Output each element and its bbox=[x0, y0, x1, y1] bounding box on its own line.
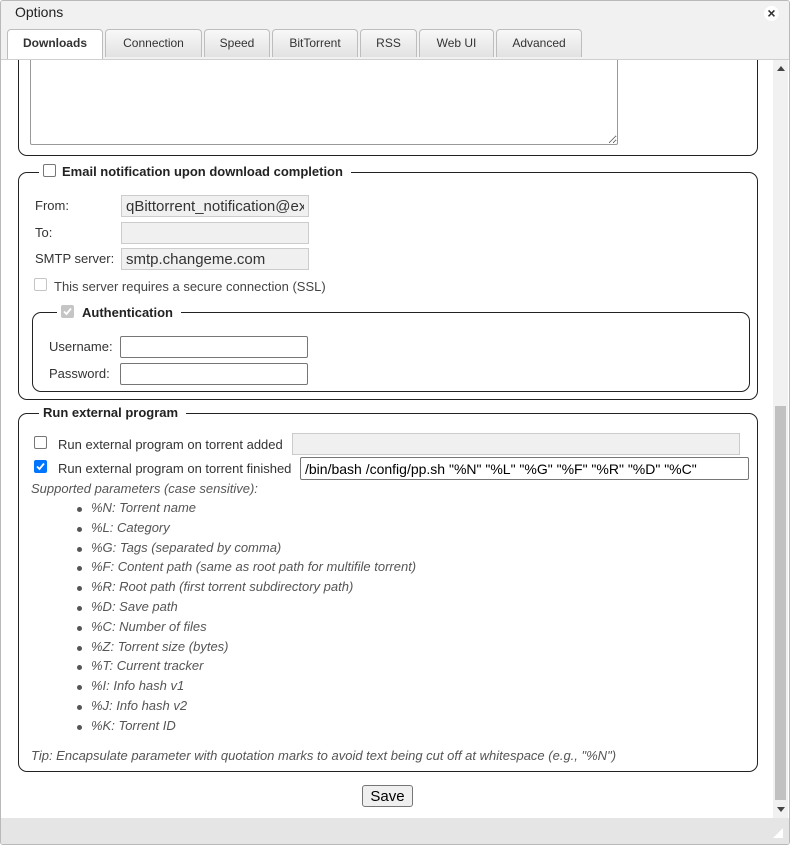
tip-text: Tip: Encapsulate parameter with quotation marks to avoid text being cut off at whitespace (e.g., "%N") bbox=[31, 748, 617, 763]
tab-bittorrent[interactable]: BitTorrent bbox=[272, 29, 358, 57]
scroll-thumb[interactable] bbox=[775, 406, 786, 800]
tab-webui[interactable]: Web UI bbox=[419, 29, 494, 57]
list-item: %R: Root path (first torrent subdirectory path) bbox=[74, 579, 416, 599]
email-enable-checkbox[interactable] bbox=[43, 164, 56, 177]
scroll-down-icon[interactable] bbox=[777, 807, 785, 812]
scroll-content bbox=[1, 60, 773, 818]
username-label: Username: bbox=[49, 339, 113, 354]
tab-rss[interactable]: RSS bbox=[360, 29, 417, 57]
run-on-finished-field[interactable] bbox=[300, 457, 749, 480]
save-button[interactable]: Save bbox=[362, 785, 413, 807]
close-icon[interactable]: × bbox=[764, 6, 779, 21]
list-item: %Z: Torrent size (bytes) bbox=[74, 639, 416, 659]
list-item: %C: Number of files bbox=[74, 619, 416, 639]
list-item: %D: Save path bbox=[74, 599, 416, 619]
list-item: %L: Category bbox=[74, 520, 416, 540]
text-area[interactable] bbox=[30, 60, 618, 145]
from-label: From: bbox=[35, 198, 69, 213]
to-field[interactable] bbox=[121, 222, 309, 244]
email-legend bbox=[39, 164, 351, 179]
username-field[interactable] bbox=[120, 336, 308, 358]
list-item: %G: Tags (separated by comma) bbox=[74, 540, 416, 560]
list-item: %K: Torrent ID bbox=[74, 718, 416, 738]
tab-connection[interactable]: Connection bbox=[105, 29, 202, 57]
smtp-server-field[interactable] bbox=[121, 248, 309, 270]
vertical-scrollbar[interactable] bbox=[773, 60, 788, 818]
list-item: %I: Info hash v1 bbox=[74, 678, 416, 698]
list-item: %F: Content path (same as root path for multifile torrent) bbox=[74, 559, 416, 579]
dialog-title: Options bbox=[15, 4, 64, 20]
run-on-added-checkbox[interactable] bbox=[34, 436, 47, 449]
external-program-legend: Run external program bbox=[39, 405, 186, 420]
auth-checkbox[interactable] bbox=[61, 305, 74, 318]
scroll-up-icon[interactable] bbox=[777, 66, 785, 71]
list-item: %T: Current tracker bbox=[74, 658, 416, 678]
auth-legend-label: Authentication bbox=[82, 305, 173, 320]
tab-advanced[interactable]: Advanced bbox=[496, 29, 582, 57]
list-item: %N: Torrent name bbox=[74, 500, 416, 520]
run-on-finished-label: Run external program on torrent finished bbox=[58, 461, 292, 476]
email-legend-label: Email notification upon download completion bbox=[62, 164, 343, 179]
password-label: Password: bbox=[49, 366, 110, 381]
params-list bbox=[74, 500, 416, 738]
title-bar[interactable] bbox=[1, 1, 789, 29]
run-on-added-label: Run external program on torrent added bbox=[58, 437, 283, 452]
password-field[interactable] bbox=[120, 363, 308, 385]
tab-speed[interactable]: Speed bbox=[204, 29, 270, 57]
tab-downloads[interactable]: Downloads bbox=[7, 29, 103, 59]
smtp-label: SMTP server: bbox=[35, 251, 115, 266]
status-bar bbox=[1, 818, 789, 844]
ssl-checkbox[interactable] bbox=[34, 278, 47, 291]
auth-legend bbox=[57, 305, 181, 320]
run-on-added-field[interactable] bbox=[292, 433, 740, 455]
run-on-finished-checkbox[interactable] bbox=[34, 460, 47, 473]
supported-params-label: Supported parameters (case sensitive): bbox=[31, 481, 258, 496]
to-label: To: bbox=[35, 225, 53, 240]
from-field[interactable] bbox=[121, 195, 309, 217]
list-item: %J: Info hash v2 bbox=[74, 698, 416, 718]
resize-grip-icon[interactable] bbox=[773, 828, 783, 838]
ssl-label: This server requires a secure connection (SSL) bbox=[54, 279, 326, 294]
tab-bar bbox=[1, 29, 789, 60]
